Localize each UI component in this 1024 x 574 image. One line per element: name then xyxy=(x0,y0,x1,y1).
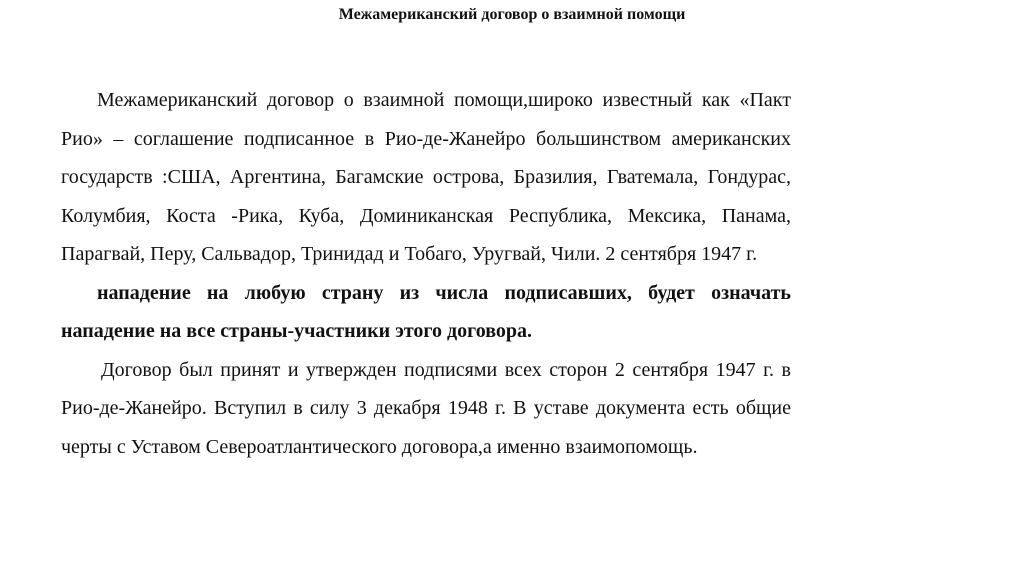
document-title: Межамериканский договор о взаимной помощи xyxy=(338,6,686,23)
document-body xyxy=(61,81,791,466)
paragraph-ratification: Договор был принят и утвержден подписями всех сторон 2 сентября 1947 г. в Рио-де-Жанейро. Вступил в силу 3 декабря 1948 г. В уставе документа есть общие черты с Уставом Североатлантического договора,а именно взаимопомощь. xyxy=(61,358,791,458)
paragraph-rio-pact-intro: Межамериканский договор о взаимной помощи,широко известный как «Пакт Рио» – соглашение подписанное в Рио-де-Жанейро большинством американских государств :США, Аргентина, Багамские острова, Бразилия, Гватемала, Гондурас, Колумбия, Коста -Рика, Куба, Доминиканская Республика, Мексика, Панама, Парагвай, Перу, Сальвадор, Тринидад и Тобаго, Уругвай, Чили. 2 сентября 1947 г. xyxy=(61,89,791,265)
paragraph-mutual-defense-clause: нападение на любую страну из числа подписавших, будет означать нападение на все страны-участники этого договора. xyxy=(61,281,791,342)
